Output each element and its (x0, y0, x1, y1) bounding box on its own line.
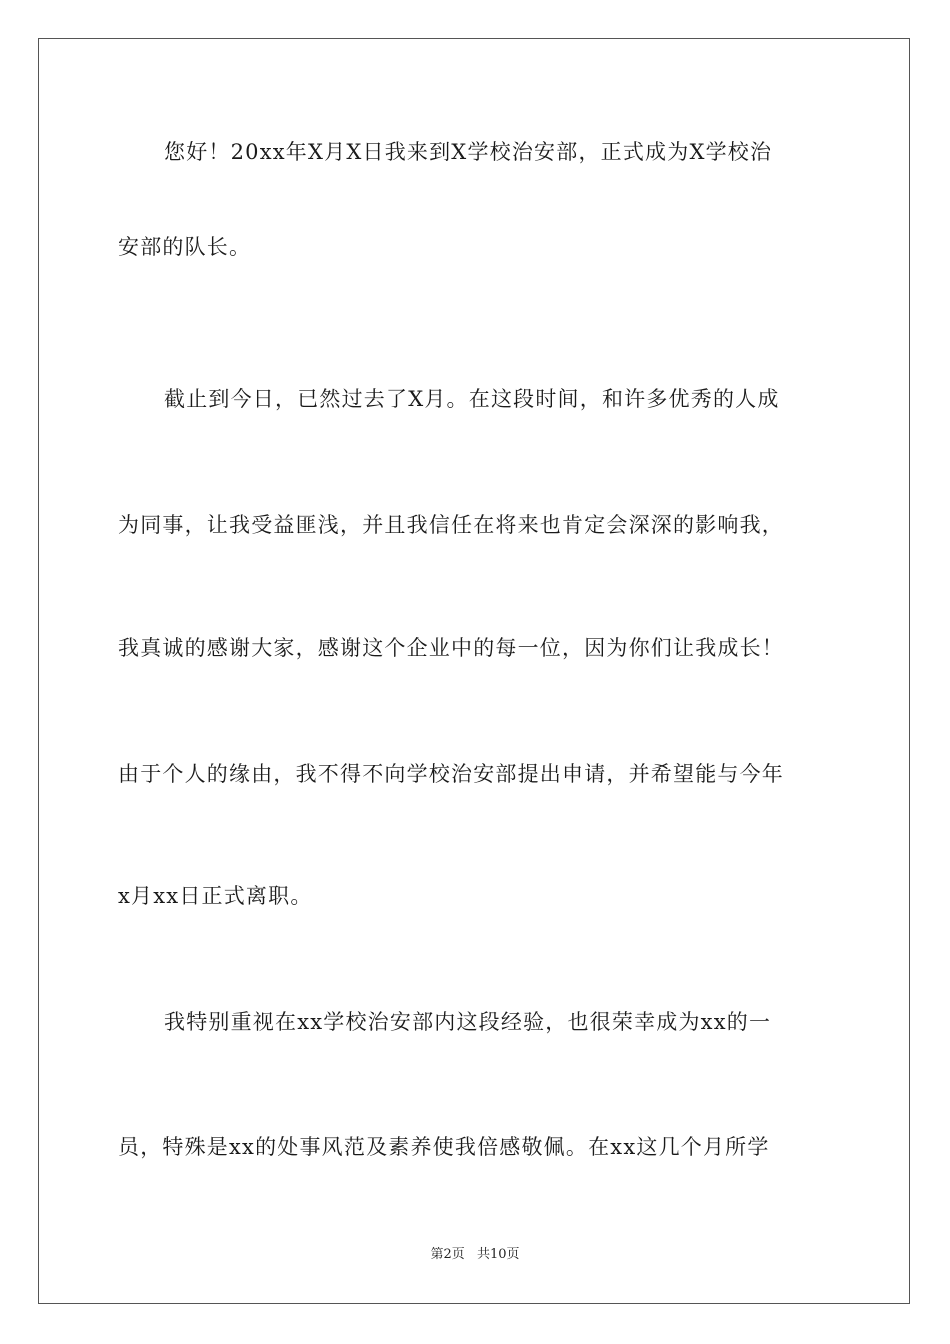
page-number: 第2页 (430, 1247, 465, 1262)
paragraph-2-line-1: 截止到今日，已然过去了X月。在这段时间，和许多优秀的人成 (164, 387, 780, 411)
page-border (38, 38, 910, 1304)
paragraph-1-line-2: 安部的队长。 (118, 235, 252, 259)
paragraph-2-line-4: 由于个人的缘由，我不得不向学校治安部提出申请，并希望能与今年 (118, 762, 784, 786)
paragraph-1-line-1: 您好！20xx年X月X日我来到X学校治安部，正式成为X学校治 (164, 140, 773, 164)
page-footer (0, 1246, 950, 1264)
paragraph-2-line-2: 为同事，让我受益匪浅，并且我信任在将来也肯定会深深的影响我， (118, 513, 784, 537)
page-total: 共10页 (476, 1247, 520, 1262)
paragraph-3-line-2: 员，特殊是xx的处事风范及素养使我倍感敬佩。在xx这几个月所学 (118, 1135, 770, 1159)
paragraph-2-line-3: 我真诚的感谢大家，感谢这个企业中的每一位，因为你们让我成长！ (118, 636, 784, 660)
paragraph-3-line-1: 我特别重视在xx学校治安部内这段经验，也很荣幸成为xx的一 (164, 1010, 772, 1034)
paragraph-2-line-5: x月xx日正式离职。 (118, 884, 313, 908)
